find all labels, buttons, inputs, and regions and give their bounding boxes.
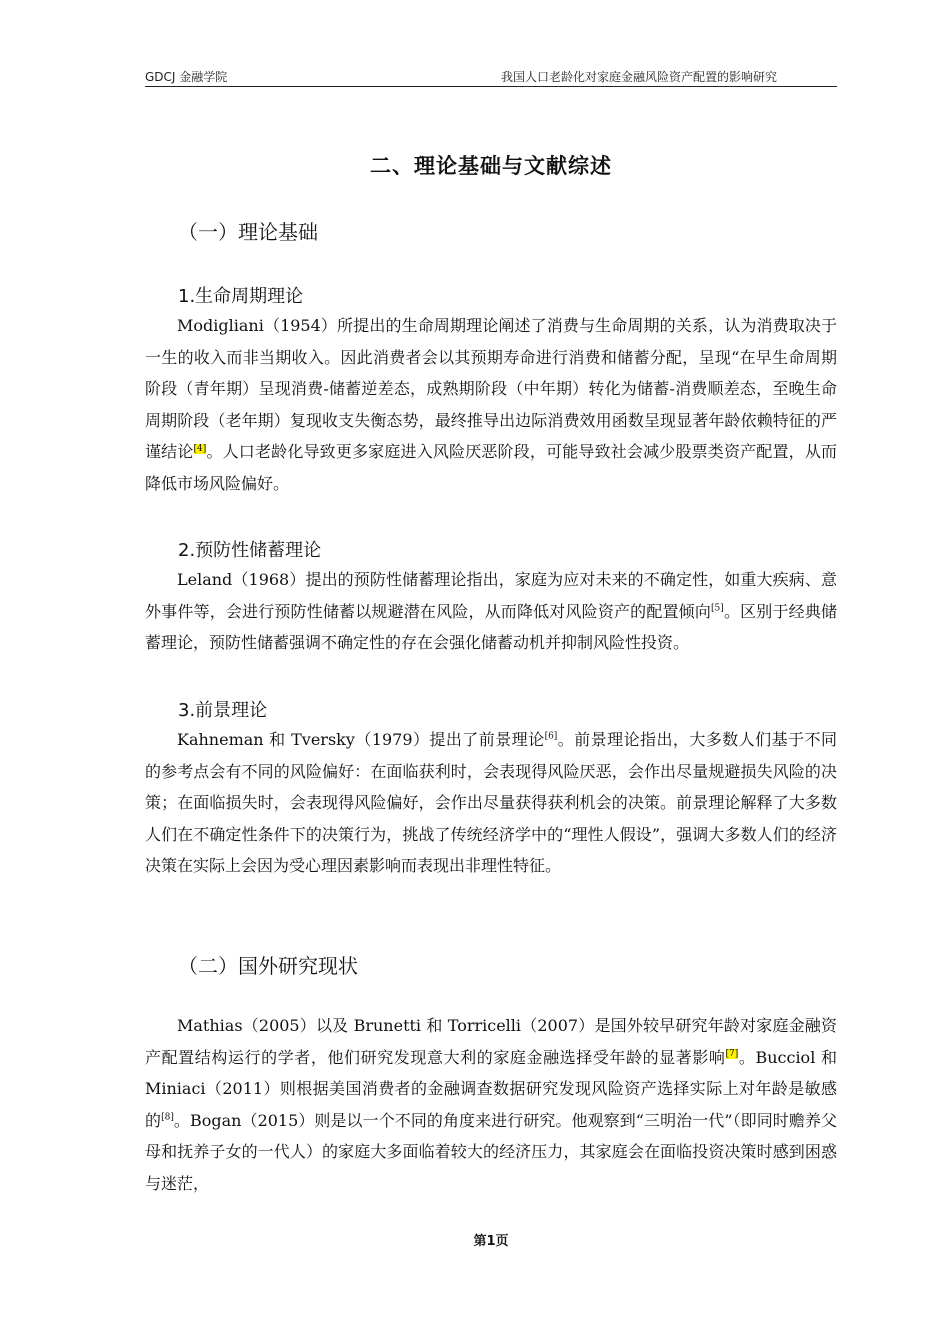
- paragraph-text: Kahneman 和 Tversky（1979）提出了前景理论: [177, 730, 545, 749]
- paragraph-text: Modigliani（1954）所提出的生命周期理论阐述了消费与生命周期的关系，认为消费取决于一生的收入而非当期收入。因此消费者会以其预期寿命进行消费和储蓄分配，呈现“在早生命周期阶段（青年期）呈现消费-储蓄逆差态，成熟期阶段（中年期）转化为储蓄-消费顺差态，至晚生命周期阶段（老年期）复现收支失衡态势，最终推导出边际消费效用函数呈现显著年龄依赖特征的严谨结论: [145, 316, 837, 461]
- paragraph-life-cycle: [145, 310, 837, 499]
- subsection-title-life-cycle: 1.生命周期理论: [178, 286, 304, 307]
- citation-link[interactable]: [7]: [725, 1049, 739, 1060]
- paragraph-precautionary-saving: [145, 564, 837, 659]
- paragraph-text: Mathias（2005）以及 Brunetti 和 Torricelli（2007）是国外较早研究年龄对家庭金融资产配置结构运行的学者，他们研究发现意大利的家庭金融选择受年龄的显著影响: [145, 1016, 837, 1067]
- citation-link[interactable]: [5]: [711, 603, 724, 614]
- page-header: [145, 68, 837, 87]
- paragraph-text: 。区别于经典储蓄理论，预防性储蓄强调不确定性的存在会强化储蓄动机并抑制风险性投资。: [145, 601, 837, 652]
- subsection-title-precautionary-saving: 2.预防性储蓄理论: [178, 540, 322, 561]
- paragraph-text: Leland（1968）提出的预防性储蓄理论指出，家庭为应对未来的不确定性，如重大疾病、意外事件等，会进行预防性储蓄以规避潜在风险，从而降低对风险资产的配置倾向: [145, 570, 837, 621]
- header-institution: GDCJ 金融学院: [145, 70, 228, 84]
- paragraph-prospect-theory: [145, 724, 837, 882]
- chapter-title: 二、理论基础与文献综述: [370, 154, 612, 178]
- citation-link[interactable]: [4]: [193, 443, 207, 454]
- page-number: 第1页: [473, 1234, 509, 1249]
- subsection-title-prospect-theory: 3.前景理论: [178, 700, 268, 721]
- citation-link[interactable]: [6]: [544, 731, 558, 742]
- paragraph-text: 。Bucciol 和 Miniaci（2011）则根据美国消费者的金融调查数据研究发现风险资产选择实际上对年龄是敏感的: [145, 1047, 837, 1130]
- paragraph-text: 。Bogan（2015）则是以一个不同的角度来进行研究。他观察到“三明治一代”（即同时赡养父母和抚养子女的一代人）的家庭大多面临着较大的经济压力，其家庭会在面临投资决策时感到困惑与迷茫，: [145, 1110, 837, 1193]
- paragraph-text: 。人口老龄化导致更多家庭进入风险厌恶阶段，可能导致社会减少股票类资产配置，从而降低市场风险偏好。: [145, 442, 837, 493]
- section-title-theory: （一）理论基础: [178, 220, 318, 244]
- paragraph-foreign-research: [145, 1010, 837, 1199]
- citation-link[interactable]: [8]: [161, 1112, 174, 1123]
- section-title-foreign-research: （二）国外研究现状: [178, 954, 358, 978]
- header-paper-title: 我国人口老龄化对家庭金融风险资产配置的影响研究: [500, 70, 777, 84]
- paragraph-text: 。前景理论指出，大多数人们基于不同的参考点会有不同的风险偏好：在面临获利时，会表现得风险厌恶，会作出尽量规避损失风险的决策；在面临损失时，会表现得风险偏好，会作出尽量获得获利机会的决策。前景理论解释了大多数人们在不确定性条件下的决策行为，挑战了传统经济学中的“理性人假设”，强调大多数人们的经济决策在实际上会因为受心理因素影响而表现出非理性特征。: [145, 730, 837, 875]
